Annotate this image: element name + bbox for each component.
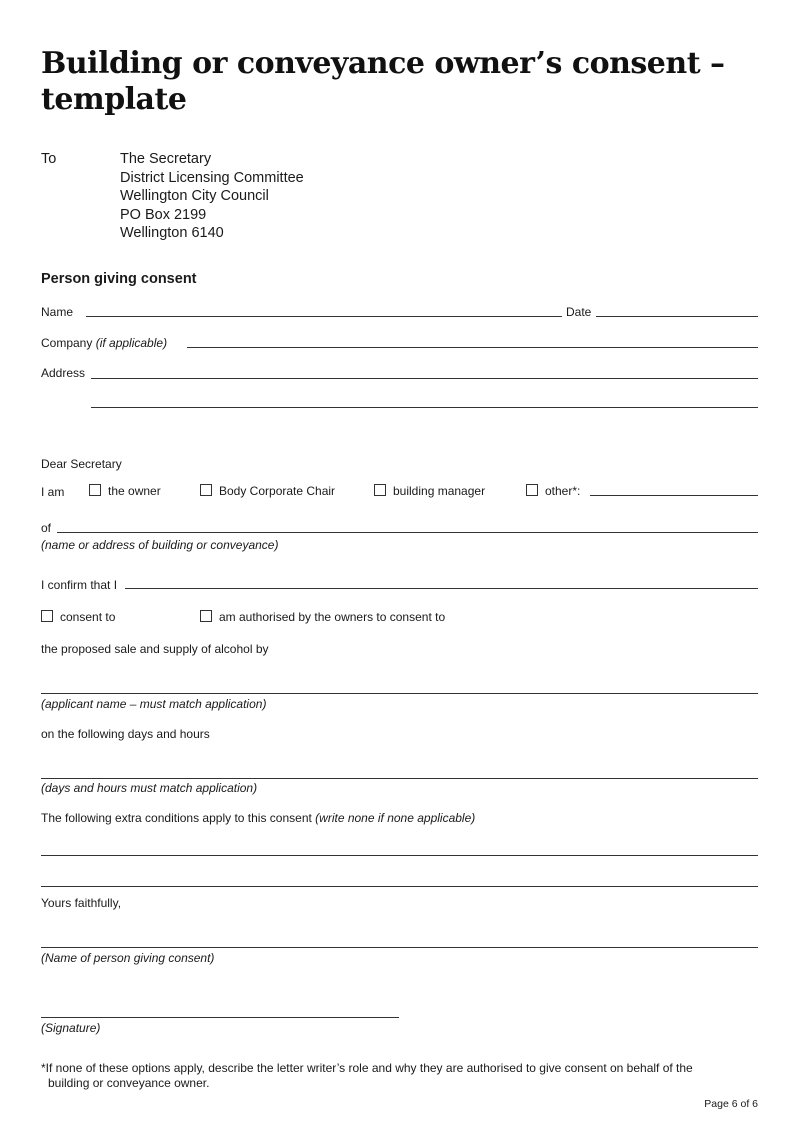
checkbox-consent-to[interactable] xyxy=(41,610,53,622)
conditions-note: (write none if none applicable) xyxy=(315,811,476,825)
option-body-corporate-chair[interactable] xyxy=(200,484,335,498)
section-heading: Person giving consent xyxy=(41,271,197,287)
option-other[interactable] xyxy=(526,484,580,498)
checkbox-other[interactable] xyxy=(526,484,538,496)
option-consent-to-label: consent to xyxy=(60,610,116,624)
option-building-manager-label: building manager xyxy=(393,484,486,498)
page-title-line-2: template xyxy=(41,82,187,117)
days-caption: (days and hours must match application) xyxy=(41,781,258,795)
page-title xyxy=(41,46,761,118)
footnote xyxy=(41,1061,741,1091)
applicant-caption: (applicant name – must match application) xyxy=(41,697,267,711)
days-intro: on the following days and hours xyxy=(41,727,210,741)
closing: Yours faithfully, xyxy=(41,896,122,910)
checkbox-body-corporate-chair[interactable] xyxy=(200,484,212,496)
confirm-field[interactable] xyxy=(125,588,758,589)
of-label: of xyxy=(41,521,52,535)
company-field[interactable] xyxy=(187,347,758,348)
checkbox-the-owner[interactable] xyxy=(89,484,101,496)
days-hours-field[interactable] xyxy=(41,778,758,779)
other-role-field[interactable] xyxy=(590,495,758,496)
proposed-text: the proposed sale and supply of alcohol by xyxy=(41,642,269,656)
recipient-address xyxy=(120,150,304,243)
option-building-manager[interactable] xyxy=(374,484,485,498)
name-label: Name xyxy=(41,305,74,319)
address-line-4: PO Box 2199 xyxy=(120,206,207,223)
conditions-text xyxy=(41,811,475,825)
confirm-label: I confirm that I xyxy=(41,578,118,592)
option-authorised-label: am authorised by the owners to consent to xyxy=(219,610,446,624)
option-consent-to[interactable] xyxy=(41,610,115,624)
signature-field[interactable] xyxy=(41,1017,399,1018)
address-line-1: The Secretary xyxy=(120,151,212,167)
i-am-label: I am xyxy=(41,485,65,499)
checkbox-building-manager[interactable] xyxy=(374,484,386,496)
option-authorised[interactable] xyxy=(200,610,445,624)
date-field[interactable] xyxy=(596,316,758,317)
salutation: Dear Secretary xyxy=(41,457,122,471)
address-field-line-2[interactable] xyxy=(91,407,758,408)
conditions-text-main: The following extra conditions apply to this consent xyxy=(41,811,312,825)
address-label: Address xyxy=(41,366,86,380)
footnote-line-1: *If none of these options apply, describe the letter writer’s role and why they are authorised to give consent on behalf of the xyxy=(41,1061,693,1075)
address-line-3: Wellington City Council xyxy=(120,188,269,205)
conditions-field-line-1[interactable] xyxy=(41,855,758,856)
name-field[interactable] xyxy=(86,316,562,317)
option-the-owner-label: the owner xyxy=(108,484,161,498)
building-caption: (name or address of building or conveyance) xyxy=(41,538,279,552)
applicant-name-field[interactable] xyxy=(41,693,758,694)
option-the-owner[interactable] xyxy=(89,484,161,498)
date-label: Date xyxy=(566,305,592,319)
address-line-2: District Licensing Committee xyxy=(120,169,304,186)
option-body-corporate-chair-label: Body Corporate Chair xyxy=(219,484,336,498)
name-caption: (Name of person giving consent) xyxy=(41,951,215,965)
to-label: To xyxy=(41,151,57,167)
checkbox-authorised[interactable] xyxy=(200,610,212,622)
company-label xyxy=(41,336,167,350)
consenter-name-field[interactable] xyxy=(41,947,758,948)
signature-caption: (Signature) xyxy=(41,1021,101,1035)
building-field[interactable] xyxy=(57,532,758,533)
page-number: Page 6 of 6 xyxy=(704,1098,758,1110)
company-label-text: Company xyxy=(41,336,93,350)
footnote-line-2: building or conveyance owner. xyxy=(48,1076,210,1090)
address-field-line-1[interactable] xyxy=(91,378,758,379)
option-other-label: other*: xyxy=(545,484,581,498)
company-note: (if applicable) xyxy=(95,336,168,350)
conditions-field-line-2[interactable] xyxy=(41,886,758,887)
page-title-line-1: Building or conveyance owner’s consent – xyxy=(41,46,725,81)
address-line-5: Wellington 6140 xyxy=(120,225,224,242)
